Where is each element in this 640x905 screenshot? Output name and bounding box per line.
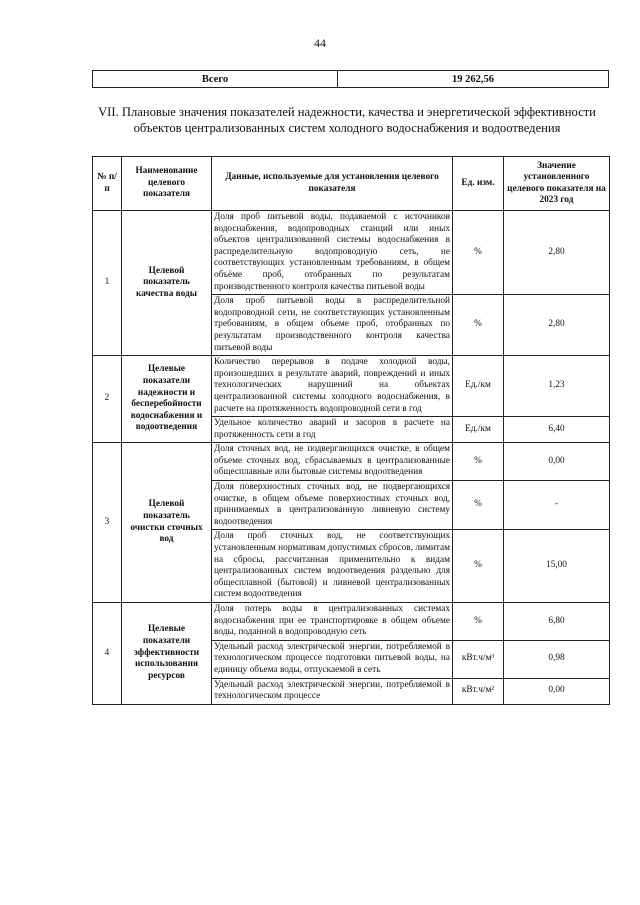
table-row (93, 443, 610, 481)
indicator-data: Количество перерывов в подаче холодной воды, произошедших в результате аварий, повреждений и иных технологических нарушений на объектах централизованной системы холодного водоснабжения, в расчете на протяженность водопроводной сети в год (212, 356, 453, 417)
total-value: 19 262,56 (338, 71, 609, 88)
header-name: Наименование целевого показателя (122, 157, 212, 211)
indicator-value: 2,80 (504, 211, 610, 295)
indicator-data: Доля поверхностных сточных вод, не подвергающихся очистке, в общем объеме поверхностных сточных вод, принимаемых в централизованную ливневую систему водоотведения (212, 481, 453, 530)
table-row (93, 356, 610, 417)
group-name: Целевой показатель очистки сточных вод (122, 443, 212, 603)
group-name: Целевые показатели надежности и бесперебойности водоснабжения и водоотведения (122, 356, 212, 443)
total-table (92, 70, 609, 88)
indicator-data: Доля проб сточных вод, не соответствующих установленным нормативам допустимых сбросов, лимитам на сбросы, рассчитанная применительно к видам централизованных систем водоотведения раздельно для общесплавной (бытовой) и ливневой централизованных систем водоотведения (212, 530, 453, 603)
indicator-unit: % (453, 481, 504, 530)
header-unit: Ед. изм. (453, 157, 504, 211)
indicator-value: 1,23 (504, 356, 610, 417)
group-number: 4 (93, 603, 122, 705)
table-row (93, 211, 610, 295)
indicator-value: 15,00 (504, 530, 610, 603)
indicator-unit: % (453, 443, 504, 481)
indicator-value: 0,98 (504, 640, 610, 678)
indicator-unit: % (453, 295, 504, 356)
indicator-data: Удельный расход электрической энергии, потребляемой в технологическом процессе подготовки питьевой воды, на единицу объема воды, отпускаемой в сеть (212, 640, 453, 678)
header-value: Значение установленного целевого показателя на 2023 год (504, 157, 610, 211)
indicator-value: 0,00 (504, 443, 610, 481)
indicator-value: 6,40 (504, 417, 610, 443)
indicator-data: Доля проб питьевой воды, подаваемой с источников водоснабжения, водопроводных станций или иных объектов централизованной системы водоснабжения в распределительную водопроводную сеть, не соответствующих установленным требованиям, в общем объёме проб, отобранных по результатам производственного контроля качества питьевой воды (212, 211, 453, 295)
indicator-data: Доля проб питьевой воды в распределительной водопроводной сети, не соответствующих установленным требованиям, в общем объеме проб, отобранных по результатам производственного контроля качества питьевой воды (212, 295, 453, 356)
targets-table (92, 156, 610, 705)
indicator-unit: Ед./км (453, 417, 504, 443)
group-number: 3 (93, 443, 122, 603)
group-number: 2 (93, 356, 122, 443)
indicator-unit: % (453, 603, 504, 641)
indicator-value: - (504, 481, 610, 530)
header-num: № п/п (93, 157, 122, 211)
indicator-unit: кВт.ч/м² (453, 678, 504, 704)
indicator-value: 6,80 (504, 603, 610, 641)
page-number: 44 (314, 36, 326, 50)
indicator-value: 2,80 (504, 295, 610, 356)
indicator-data: Удельное количество аварий и засоров в расчете на протяженность сети в год (212, 417, 453, 443)
indicator-value: 0,00 (504, 678, 610, 704)
table-header-row (93, 157, 610, 211)
total-row (93, 71, 609, 88)
group-name: Целевые показатели эффективности использования ресурсов (122, 603, 212, 705)
header-data: Данные, используемые для установления целевого показателя (212, 157, 453, 211)
indicator-data: Доля потерь воды в централизованных системах водоснабжения при ее транспортировке в общем объеме воды, поданной в водопроводную сеть (212, 603, 453, 641)
group-number: 1 (93, 211, 122, 356)
group-name: Целевой показатель качества воды (122, 211, 212, 356)
total-label: Всего (93, 71, 338, 88)
section-title: VII. Плановые значения показателей надежности, качества и энергетической эффективности объектов централизованных систем холодного водоснабжения и водоотведения (98, 105, 596, 135)
indicator-data: Доля сточных вод, не подвергающихся очистке, в общем объеме сточных вод, сбрасываемых в централизованные общесплавные или бытовые системы водоотведения (212, 443, 453, 481)
indicator-unit: % (453, 211, 504, 295)
indicator-unit: Ед./км (453, 356, 504, 417)
table-row (93, 603, 610, 641)
indicator-unit: % (453, 530, 504, 603)
indicator-data: Удельный расход электрической энергии, потребляемой в технологическом процессе (212, 678, 453, 704)
indicator-unit: кВт.ч/м³ (453, 640, 504, 678)
